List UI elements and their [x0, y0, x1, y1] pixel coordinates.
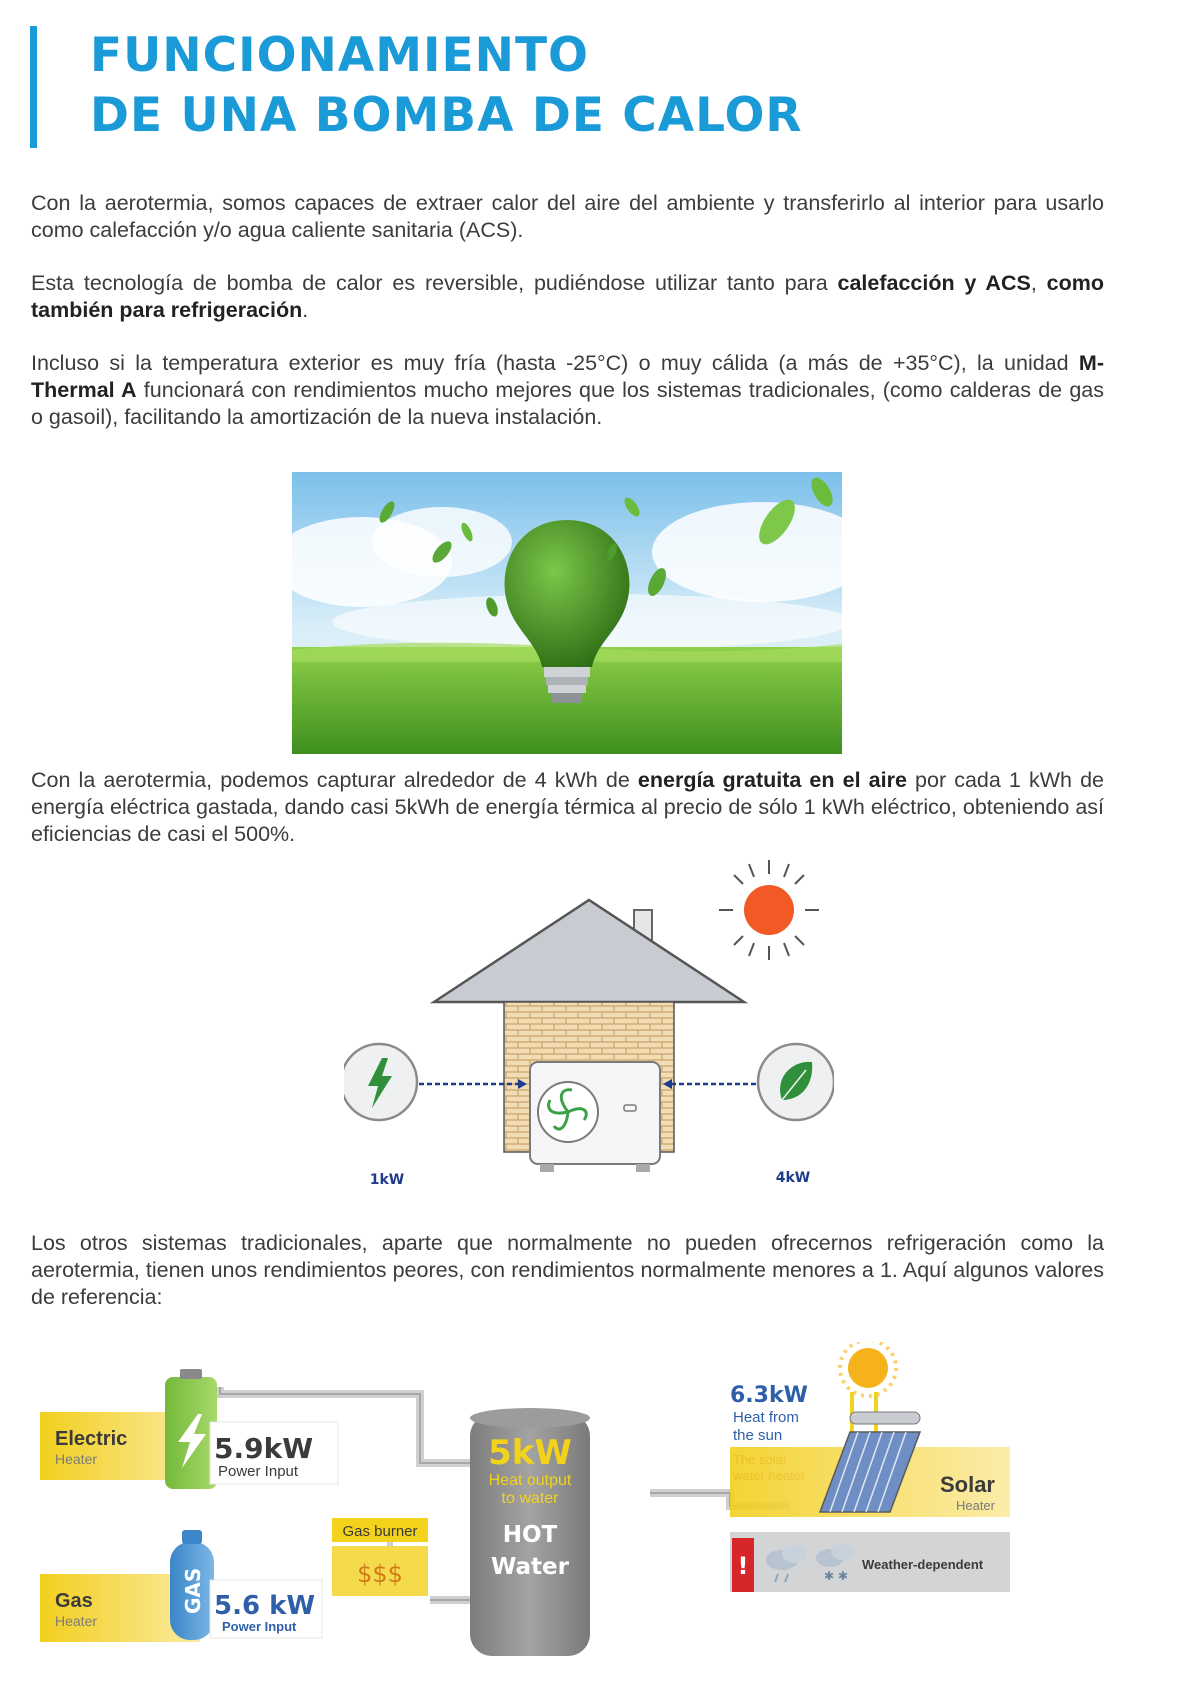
text-run: Incluso si la temperatura exterior es muy fría (hasta -25°C) o muy cálida (a más de +35°C), la unidad [31, 351, 1079, 375]
bold-free-energy: energía gratuita en el aire [637, 768, 907, 792]
text-run: Con la aerotermia, podemos capturar alrededor de 4 kWh de [31, 768, 638, 792]
text-run: . [302, 298, 309, 322]
tank-heat-line-1: Heat output [488, 1472, 572, 1489]
gas-power-value: 5.6 kW [214, 1591, 316, 1621]
text-run: funcionará con rendimientos mucho mejores que los sistemas tradicionales, (como calderas de gas o gasoil), facilitando la amortización de la nueva instalación. [31, 378, 1105, 429]
gas-heater-sub: Heater [55, 1613, 98, 1629]
flame-icon: $$$ [357, 1560, 403, 1588]
bold-heating-acs: calefacción y ACS [837, 271, 1031, 295]
solar-heater-sub: Heater [955, 1498, 995, 1513]
title-accent-bar [30, 26, 37, 148]
solar-heat-line-1: Heat from [733, 1409, 799, 1426]
tank-hot-label: HOT [502, 1522, 558, 1548]
ambient-energy-label: 4kW [775, 1170, 811, 1186]
gas-tank-icon [170, 1530, 214, 1640]
solar-heater-name: Solar [939, 1472, 995, 1497]
bold-cooling: como también para refrigeración [31, 271, 1104, 322]
sun-icon [719, 860, 819, 960]
gas-tank-label: GAS [181, 1567, 205, 1614]
green-lightbulb-photo [292, 472, 842, 754]
electric-power-caption: Power Input [218, 1463, 299, 1480]
tank-water-label: Water [490, 1554, 570, 1580]
gas-power-caption: Power Input [222, 1619, 297, 1634]
reversible-paragraph [31, 270, 1104, 324]
heater-comparison-infographic [30, 1342, 1120, 1694]
outdoor-unit-icon [530, 1062, 660, 1172]
heat-pump-house-diagram [344, 850, 834, 1190]
electric-heater-name: Electric [55, 1428, 128, 1450]
tank-heat-value: 5kW [488, 1433, 572, 1473]
page-title [90, 26, 803, 146]
weather-dependent-label: Weather-dependent [862, 1557, 984, 1572]
page-title-line-1: FUNCIONAMIENTO [90, 28, 589, 83]
text-run: por cada 1 kWh de energía eléctrica gastada, dando casi 5kWh de energía térmica al precio de sólo 1 kWh eléctrico, obteniendo así eficiencias de casi el 500%. [31, 768, 1105, 846]
hot-water-tank [470, 1408, 590, 1656]
gas-burner-label: Gas burner [342, 1523, 418, 1540]
leaf-icon [758, 1044, 834, 1120]
warning-mark: ! [737, 1552, 749, 1580]
bold-product-name: M-Thermal A [31, 351, 1104, 402]
solar-heat-value: 6.3kW [730, 1383, 808, 1408]
energy-paragraph [31, 767, 1104, 848]
tank-heat-line-2: to water [501, 1490, 559, 1507]
input-power-label: 1kW [369, 1172, 405, 1188]
comparison-paragraph: Los otros sistemas tradicionales, aparte que normalmente no pueden ofrecernos refrigeración como la aerotermia, tienen unos rendimientos peores, con rendimientos normalmente menores a 1. Aquí algunos valores de referencia: [31, 1231, 1104, 1309]
solar-heat-line-2: the sun [733, 1427, 783, 1444]
battery-icon [165, 1369, 217, 1489]
page-title-line-2: DE UNA BOMBA DE CALOR [90, 88, 803, 143]
text-run: , [1030, 271, 1047, 295]
electric-heater-sub: Heater [55, 1451, 98, 1467]
svg-text:✱ ✱: ✱ ✱ [824, 1569, 848, 1583]
gas-heater-name: Gas [55, 1590, 93, 1612]
temperature-paragraph [31, 350, 1104, 431]
electric-power-value: 5.9kW [214, 1432, 314, 1465]
text-run: Esta tecnología de bomba de calor es reversible, pudiéndose utilizar tanto para [31, 271, 838, 295]
intro-paragraph: Con la aerotermia, somos capaces de extraer calor del aire del ambiente y transferirlo al interior para usarlo como calefacción y/o agua caliente sanitaria (ACS). [31, 191, 1104, 242]
electricity-icon [344, 1044, 417, 1120]
